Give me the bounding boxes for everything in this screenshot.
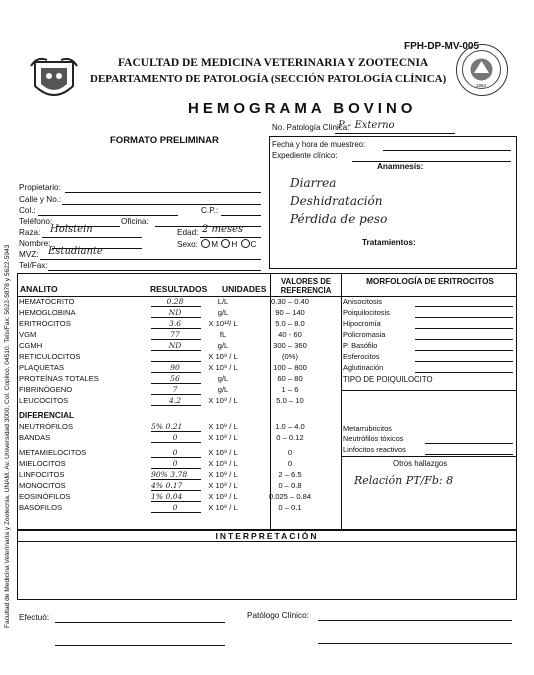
- raza-value[interactable]: Holstein: [50, 224, 93, 235]
- table-row: LINFOCITOS 90% 3.78 X 10⁹ / L 2 – 6.5: [19, 470, 302, 479]
- result-value[interactable]: 5% 0.21: [151, 422, 183, 431]
- raza-label: Raza:: [19, 228, 41, 237]
- interpretacion-box[interactable]: [17, 541, 517, 600]
- result-value[interactable]: 3.6: [168, 319, 182, 328]
- table-row: BASÓFILOS 0 X 10⁹ / L 0 – 0.1: [19, 503, 302, 512]
- seal-year: 1953: [476, 83, 487, 88]
- result-value[interactable]: 4.2: [168, 396, 182, 405]
- diferencial-title: DIFERENCIAL: [19, 411, 75, 420]
- result-value[interactable]: 56: [170, 374, 180, 383]
- table-row: ERITROCITOS 3.6 X 10¹²/ L 5.0 – 8.0: [19, 319, 305, 328]
- fmvz-seal-icon: [456, 44, 508, 96]
- anamnesis-line-1[interactable]: Diarrea: [290, 176, 337, 190]
- header-unidades: UNIDADES: [222, 284, 267, 294]
- result-value[interactable]: 77: [170, 330, 180, 339]
- table-row: HEMATÓCRITO 0.28 L/L 0.30 – 0.40: [19, 297, 309, 306]
- mvz-label: MVZ:: [19, 250, 39, 259]
- result-value[interactable]: ND: [168, 308, 182, 317]
- mvz-value[interactable]: Estudiante: [48, 246, 103, 257]
- header-analito: ANALITO: [20, 284, 58, 294]
- sexo-label: [177, 239, 256, 250]
- propietario-label: Propietario:: [19, 183, 61, 192]
- header-morfologia: MORFOLOGÍA DE ERITROCITOS: [366, 277, 494, 286]
- table-row: MIELOCITOS 0 X 10⁹ / L 0: [19, 459, 293, 468]
- result-value[interactable]: 90: [170, 363, 180, 372]
- table-row: PROTEÍNAS TOTALES 56 g/L 60 – 80: [19, 374, 303, 383]
- result-value[interactable]: ND: [168, 341, 182, 350]
- form-code: FPH-DP-MV-005: [404, 41, 480, 52]
- result-value[interactable]: 0: [172, 433, 178, 442]
- morph-row: Policromasia: [343, 330, 513, 341]
- calle-label: Calle y No.:: [19, 195, 62, 204]
- efectuo-label: Efectuó:: [19, 613, 50, 622]
- sexo-h-label: H: [231, 240, 238, 249]
- result-value[interactable]: 0: [172, 448, 178, 457]
- table-row: HEMOGLOBINA ND g/L 90 – 140: [19, 308, 305, 317]
- morph-row: Poiquilocitosis: [343, 308, 513, 319]
- anamnesis-line-3[interactable]: Pérdida de peso: [290, 212, 388, 226]
- telefono-label: Teléfono:: [19, 217, 53, 226]
- sexo-c-radio[interactable]: [241, 239, 250, 248]
- sexo-h-radio[interactable]: [221, 239, 230, 248]
- unam-seal-icon: [27, 52, 81, 106]
- col-label: Col.:: [19, 206, 36, 215]
- format-label: FORMATO PRELIMINAR: [110, 135, 219, 146]
- otros-hallazgos-value[interactable]: Relación PT/Fb: 8: [354, 474, 454, 487]
- morph-row: Linfocitos reactivos: [343, 445, 513, 456]
- sexo-c-label: C: [250, 240, 257, 249]
- pathology-no-label: No. Patología Clínica:: [272, 123, 350, 132]
- morph-row: Esferocitos: [343, 352, 513, 363]
- table-row: METAMIELOCITOS 0 X 10⁹ / L 0: [19, 448, 293, 457]
- result-value[interactable]: 0.28: [166, 297, 184, 306]
- telfax-label: Tel/Fax:: [19, 261, 48, 270]
- otros-hallazgos-title: Otros hallazgos: [393, 459, 448, 468]
- morph-row: Hipocromía: [343, 319, 513, 330]
- result-value[interactable]: 0: [172, 459, 178, 468]
- oficina-label: Oficina:: [121, 217, 149, 226]
- table-row: BANDAS 0 X 10⁹ / L 0 – 0.12: [19, 433, 304, 442]
- department-title: DEPARTAMENTO DE PATOLOGÍA (SECCIÓN PATOLOGÍA CLÍNICA): [90, 73, 447, 85]
- table-row: VGM 77 fL 40 - 60: [19, 330, 302, 339]
- patologo-label: Patólogo Clínico:: [247, 611, 309, 620]
- fecha-label: Fecha y hora de muestreo:: [272, 140, 366, 149]
- edad-label: Edad:: [177, 228, 199, 237]
- cp-label: C.P.:: [201, 206, 219, 215]
- result-value[interactable]: 7: [172, 385, 178, 394]
- anamnesis-line-2[interactable]: Deshidratación: [290, 194, 383, 208]
- sexo-m-radio[interactable]: [201, 239, 210, 248]
- expediente-label: Expediente clínico:: [272, 151, 338, 160]
- result-value[interactable]: 90% 3.78: [151, 470, 188, 479]
- table-row: LEUCOCITOS 4.2 X 10⁹ / L 5.0 – 10: [19, 396, 304, 405]
- edad-value[interactable]: 2 meses: [202, 224, 244, 235]
- sexo-m-label: M: [211, 240, 219, 249]
- header-resultados: RESULTADOS: [150, 284, 208, 294]
- anamnesis-title: Anamnesis:: [377, 162, 424, 171]
- table-row: EOSINÓFILOS 1% 0.04 X 10⁹ / L 0.025 – 0.84: [19, 492, 312, 501]
- poiquilocito-label: TIPO DE POIQUILOCITO: [343, 375, 433, 384]
- result-value[interactable]: 0: [172, 503, 178, 512]
- result-value[interactable]: 1% 0.04: [151, 492, 183, 501]
- table-row: PLAQUETAS 90 X 10⁹ / L 100 – 800: [19, 363, 307, 372]
- page-title: HEMOGRAMA BOVINO: [188, 100, 417, 117]
- tratamientos-label: Tratamientos:: [362, 238, 416, 247]
- header-valores: VALORES DE REFERENCIA: [280, 277, 332, 295]
- result-value[interactable]: 4% 0.17: [151, 481, 183, 490]
- nombre-label: Nombre:: [19, 239, 51, 248]
- table-row: NEUTRÓFILOS 5% 0.21 X 10⁹ / L 1.0 – 4.0: [19, 422, 305, 431]
- side-address-text: Facultad de Medicina Veterinaria y Zootecnia, UNAM, Av. Universidad 3000, Col. Copilco, 04510. Tels/Fax: 5622-5878 y 5622-5943: [4, 244, 11, 628]
- morph-row: Anisocitosis: [343, 297, 513, 308]
- interpretacion-title: INTERPRETACIÓN: [215, 531, 319, 541]
- table-row: CGMH ND g/L 300 – 360: [19, 341, 307, 350]
- sexo-text: Sexo:: [177, 240, 198, 249]
- morph-row: Aglutinación: [343, 363, 513, 374]
- table-row: FIBRINÓGENO 7 g/L 1 – 6: [19, 385, 299, 394]
- table-row: MONOCITOS 4% 0.17 X 10⁹ / L 0 – 0.8: [19, 481, 302, 490]
- morph-row: P. Basófilo: [343, 341, 513, 352]
- metarrubricitos-label: Metarrubricitos: [343, 424, 392, 433]
- faculty-title: FACULTAD DE MEDICINA VETERINARIA Y ZOOTECNIA: [118, 57, 429, 69]
- morph-row: Neutrófilos tóxicos: [343, 434, 513, 445]
- pathology-no-value[interactable]: P - Externo: [338, 120, 395, 131]
- table-row: RETICULOCITOS X 10⁹ / L (0%): [19, 352, 299, 361]
